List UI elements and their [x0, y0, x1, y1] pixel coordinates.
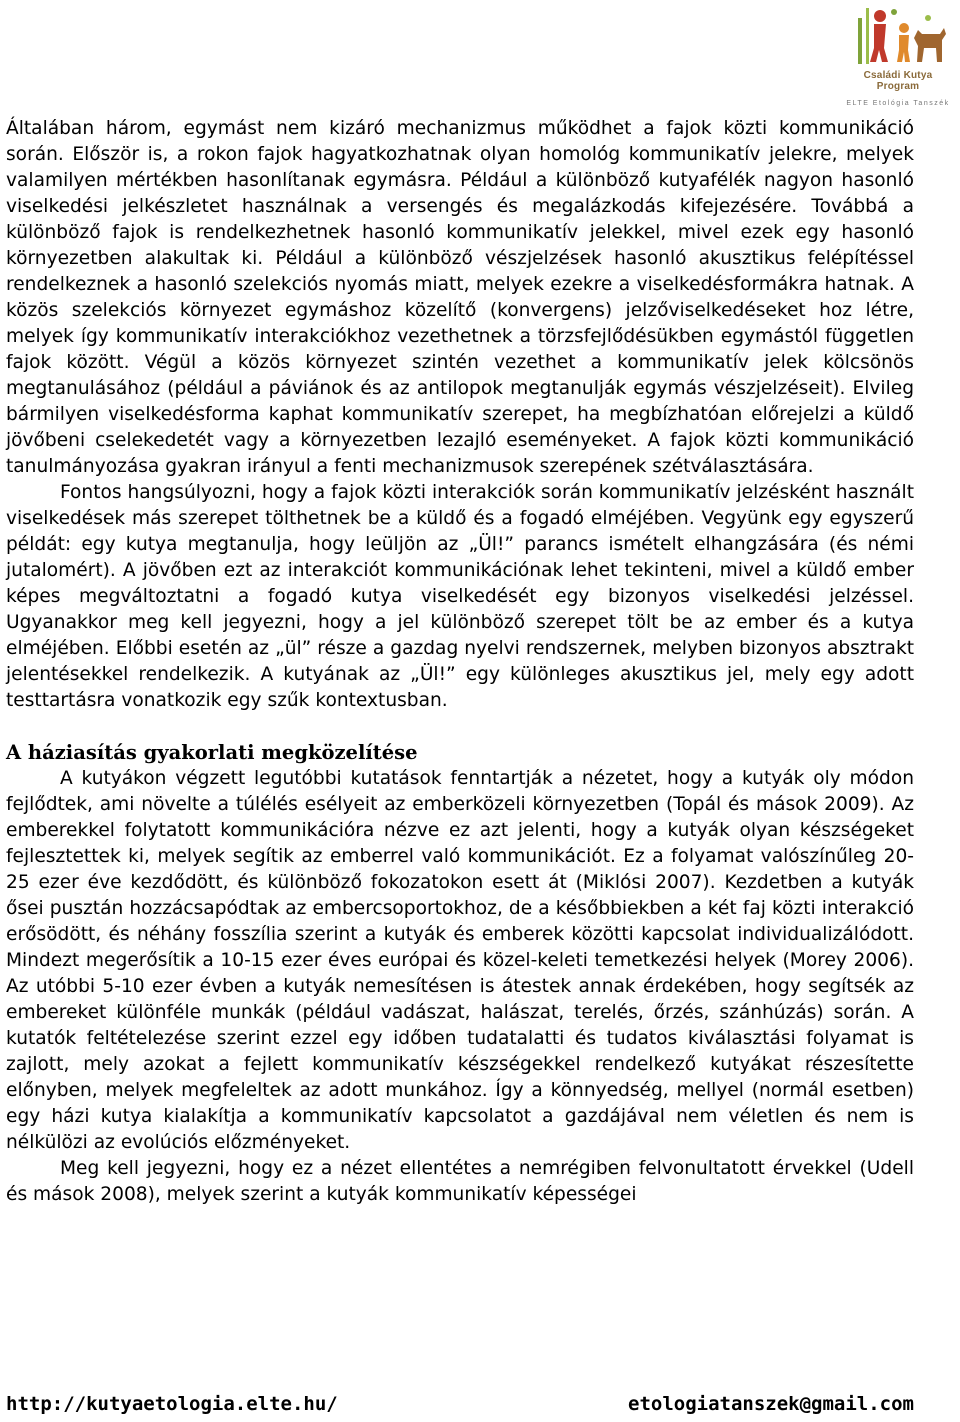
footer-email-link[interactable]: etologiatanszek@gmail.com — [628, 1393, 914, 1415]
paragraph: Fontos hangsúlyozni, hogy a fajok közti interakciók során kommunikatív jelzésként használt viselkedések más szerepet tölthetnek be a küldő és a fogadó elméjében. Vegyünk egy egyszerű példát: egy kutya megtanulja, hogy leüljön az „Ül!” parancs ismételt elhangzására (és némi jutalomért). A jövőben ezt az interakciót kommunikációnak lehet tekinteni, mivel a küldő ember képes megváltoztatni a fogadó kutya viselkedését egy bizonyos viselkedési jelzéssel. Ugyanakkor meg kell jegyezni, hogy a jel különböző szerepet tölt be az ember és a kutya elméjében. Előbbi esetén az „ül” része a gazdag nyelvi rendszernek, melyben bizonyos absztrakt jelentésekkel rendelkezik. A kutyának az „Ül!” egy különleges akusztikus jel, mely egy adott testtartásra vonatkozik egy szűk kontextusban. — [6, 482, 914, 711]
paragraph: Meg kell jegyezni, hogy ez a nézet ellentétes a nemrégiben felvonultatott érvekkel (Udell és mások 2008), melyek szerint a kutyák kommunikatív képességei — [6, 1158, 914, 1205]
logo-title: Családi Kutya Program — [863, 70, 933, 92]
footer-url-link[interactable]: http://kutyaetologia.elte.hu/ — [6, 1393, 338, 1415]
document-body — [6, 116, 914, 1208]
paragraph: A kutyákon végzett legutóbbi kutatások fenntartják a nézetet, hogy a kutyák oly módon fejlődtek, ami növelte a túlélés esélyeit az emberközeli környezetben (Topál és mások 2009). Az emberekkel folytatott kommunikációra nézve ez azt jelenti, hogy a kutyák olyan készségeket fejlesztettek ki, melyek segítik az emberrel való kommunikációt. Ez a folyamat valószínűleg 20-25 ezer éve kezdődött, és különböző fokozatokon esett át (Miklósi 2007). Kezdetben a kutyák ősei pusztán hozzácsapódtak az embercsoportokhoz, de a későbbiekben a két faj közti interakció erősödött, és néhány fosszília szerint a kutyák és emberek közötti kapcsolat individualizálódott. Mindezt megerősítik a 10-15 ezer éves európai és közel-keleti temetkezési helyek (Morey 2006). Az utóbbi 5-10 ezer évben a kutyák nemesítésen is átestek annak érdekében, hogy segítsék az embereket különféle munkák (például vadászat, halászat, terelés, őrzés, szánhúzás) során. A kutatók feltételezése szerint ezzel egy időben tudatalatti és tudatos kiválasztási folyamat is zajlott, mely azokat a fejlett kommunikatív készségekkel rendelkező kutyákat részesítette előnyben, melyek megfeleltek az adott munkához. Így a könnyedség, mellyel (normál esetben) egy házi kutya kialakítja a kommunikatív kapcsolatot a gazdájával nem véletlen és nem is nélkülözi az evolúciós előzményeket. — [6, 768, 914, 1153]
section-heading: A háziasítás gyakorlati megközelítése — [6, 741, 418, 764]
program-logo — [844, 4, 952, 112]
dog-and-people-logo-icon — [844, 4, 952, 74]
paragraph: Általában három, egymást nem kizáró mechanizmus működhet a fajok közti kommunikáció során. Először is, a rokon fajok hagyatkozhatnak olyan homológ kommunikatív jelekre, melyek valamilyen mértékben hasonlítanak egymásra. Például a különböző kutyafélék nagyon hasonló viselkedési jelkészletet használnak a versengés és megalázkodás kifejezésére. Továbbá a különböző fajok is rendelkezhetnek hasonló kommunikatív jelekkel, mivel ezek egy hasonló környezetben alakultak ki. Például a különböző vészjelzések hasonló akusztikus felépítéssel rendelkeznek a hasonló szelekciós nyomás miatt, melyek ezekre a viselkedésformákra hatnak. A közös szelekciós környezet egymáshoz közelítő (konvergens) jelzőviselkedéseket hoz létre, melyek így kommunikatív interakciókhoz vezethetnek a törzsfejlődésükben egymástól független fajok között. Végül a közös környezet szintén vezethet a kommunikatív jelek kölcsönös megtanulásához (például a páviánok és az antilopok megtanulják egymás vészjelzéseit). Elvileg bármilyen viselkedésforma kaphat kommunikatív szerepet, ha megbízhatóan előrejelzi a küldő jövőbeni cselekedetét vagy a környezetben lezajló eseményeket. A fajok közti kommunikáció tanulmányozása gyakran irányul a fenti mechanizmusok szerepének szétválasztására. — [6, 118, 914, 477]
logo-subtitle: ELTE Etológia Tanszék — [846, 100, 950, 107]
